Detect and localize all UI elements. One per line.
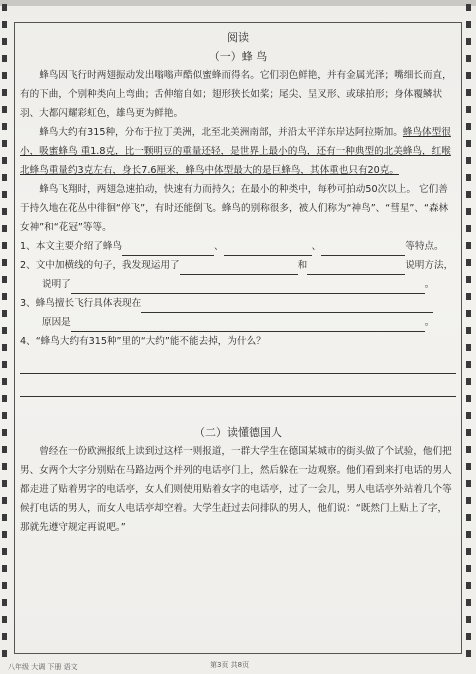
passage2-title: （二）读懂德国人 [194,426,282,439]
answer-blank-2a[interactable] [180,262,298,275]
footer-left: 八年级 大调 下册 语文 [8,663,78,671]
page-number: 第3页 共8页 [210,661,250,669]
conjunction: 和 [297,260,308,271]
passage1-paragraph-2 [20,123,456,180]
scan-top-edge [0,0,476,6]
answer-blank-2c[interactable] [71,281,425,294]
separator: 、 [311,241,322,252]
underlined-sentence: 蜂鸟体型很小，吸蜜蜂鸟 重1.8克，比一颗明豆的重量还轻，是世界上最小的鸟，还有一种典型的北美蜂鸟，红喉北蜂鸟重量约3克左右，身长7.6厘米， [20,127,451,176]
question-2-end: 说明方法， [405,260,454,271]
left-perforation [2,4,10,674]
answer-blank-2b[interactable] [307,262,405,275]
passage1-title: （一）蜂 鸟 [208,50,268,63]
separator: 、 [214,241,224,252]
answer-blank-1a[interactable] [122,243,214,256]
question-2-b-text: 说明了 [42,279,71,290]
section-heading: 阅读 [227,31,249,44]
answer-line-4a[interactable] [20,351,456,374]
question-2-text: 2、文中加横线的句子，我发现运用了 [20,260,180,271]
period: 。 [424,317,435,328]
passage1-p2-text: 蜂鸟大约有315种，分布于拉丁美洲，北至北美洲南部，并沿太平洋东岸达阿拉斯加。 [39,127,403,138]
question-4: 4、“蜂鸟大约有315种”里的“大约”能不能去掉，为什么？ [20,336,266,347]
answer-line-4b[interactable] [20,374,456,397]
question-3-b-text: 原因是 [42,317,71,328]
question-3-line-2 [20,313,456,332]
question-1 [20,237,456,256]
question-1-text: 1、本文主要介绍了蜂鸟 [20,241,123,252]
passage1-paragraph-1: 蜂鸟因飞行时两翅振动发出嗡嗡声酷似蜜蜂而得名。它们羽色鲜艳，并有金属光泽；嘴细长而直，有的下曲，个别种类向上弯曲；舌伸缩自如；翅形狭长如桨；尾尖、呈叉形、或球拍形；身体覆鳞状羽、大都闪耀彩虹色，雄鸟更为鲜艳。 [20,70,452,119]
answer-blank-1c[interactable] [321,243,405,256]
period: 。 [424,279,435,290]
question-3 [20,294,456,313]
right-perforation [466,4,474,674]
underlined-sentence-end: 蜂鸟中体型最大的是巨蜂鸟，其体重也只有20克。 [185,165,399,176]
answer-blank-3a[interactable] [141,300,433,313]
exam-content [20,28,456,537]
passage1-paragraph-3: 蜂鸟飞翔时，两翅急速拍动，快速有力而持久；在最小的种类中，每秒可拍动50次以上。 它们善于持久地在花丛中徘徊“停飞”，有时还能倒飞。蜂鸟的别称很多，被人们称为“神鸟”、“彗星”、“森林女神”和“花冠”等等。 [20,184,449,233]
question-2 [20,256,456,275]
answer-blank-3b[interactable] [71,319,425,332]
question-3-text: 3、蜂鸟擅长飞行具体表现在 [20,298,142,309]
question-2-line-2 [20,275,456,294]
passage2-paragraph-1: 曾经在一份欧洲报纸上读到过这样一则报道，一群大学生在德国某城市的街头做了个试验，他们把男、女两个大字分别贴在马路边两个并列的电话亭门上，然后躲在一边观察。他们看到来打电话的男人都走进了贴着男字的电话亭，女人们则使用贴着女字的电话亭，过了一会儿，男人电话亭外站着几个等候打电话的男人，而女人电话亭却空着。大学生赶过去问排队的男人，他们说：“既然门上贴上了字，那就先遵守规定再说吧。” [20,446,452,533]
answer-blank-1b[interactable] [224,243,312,256]
question-1-end: 等特点。 [405,241,444,252]
